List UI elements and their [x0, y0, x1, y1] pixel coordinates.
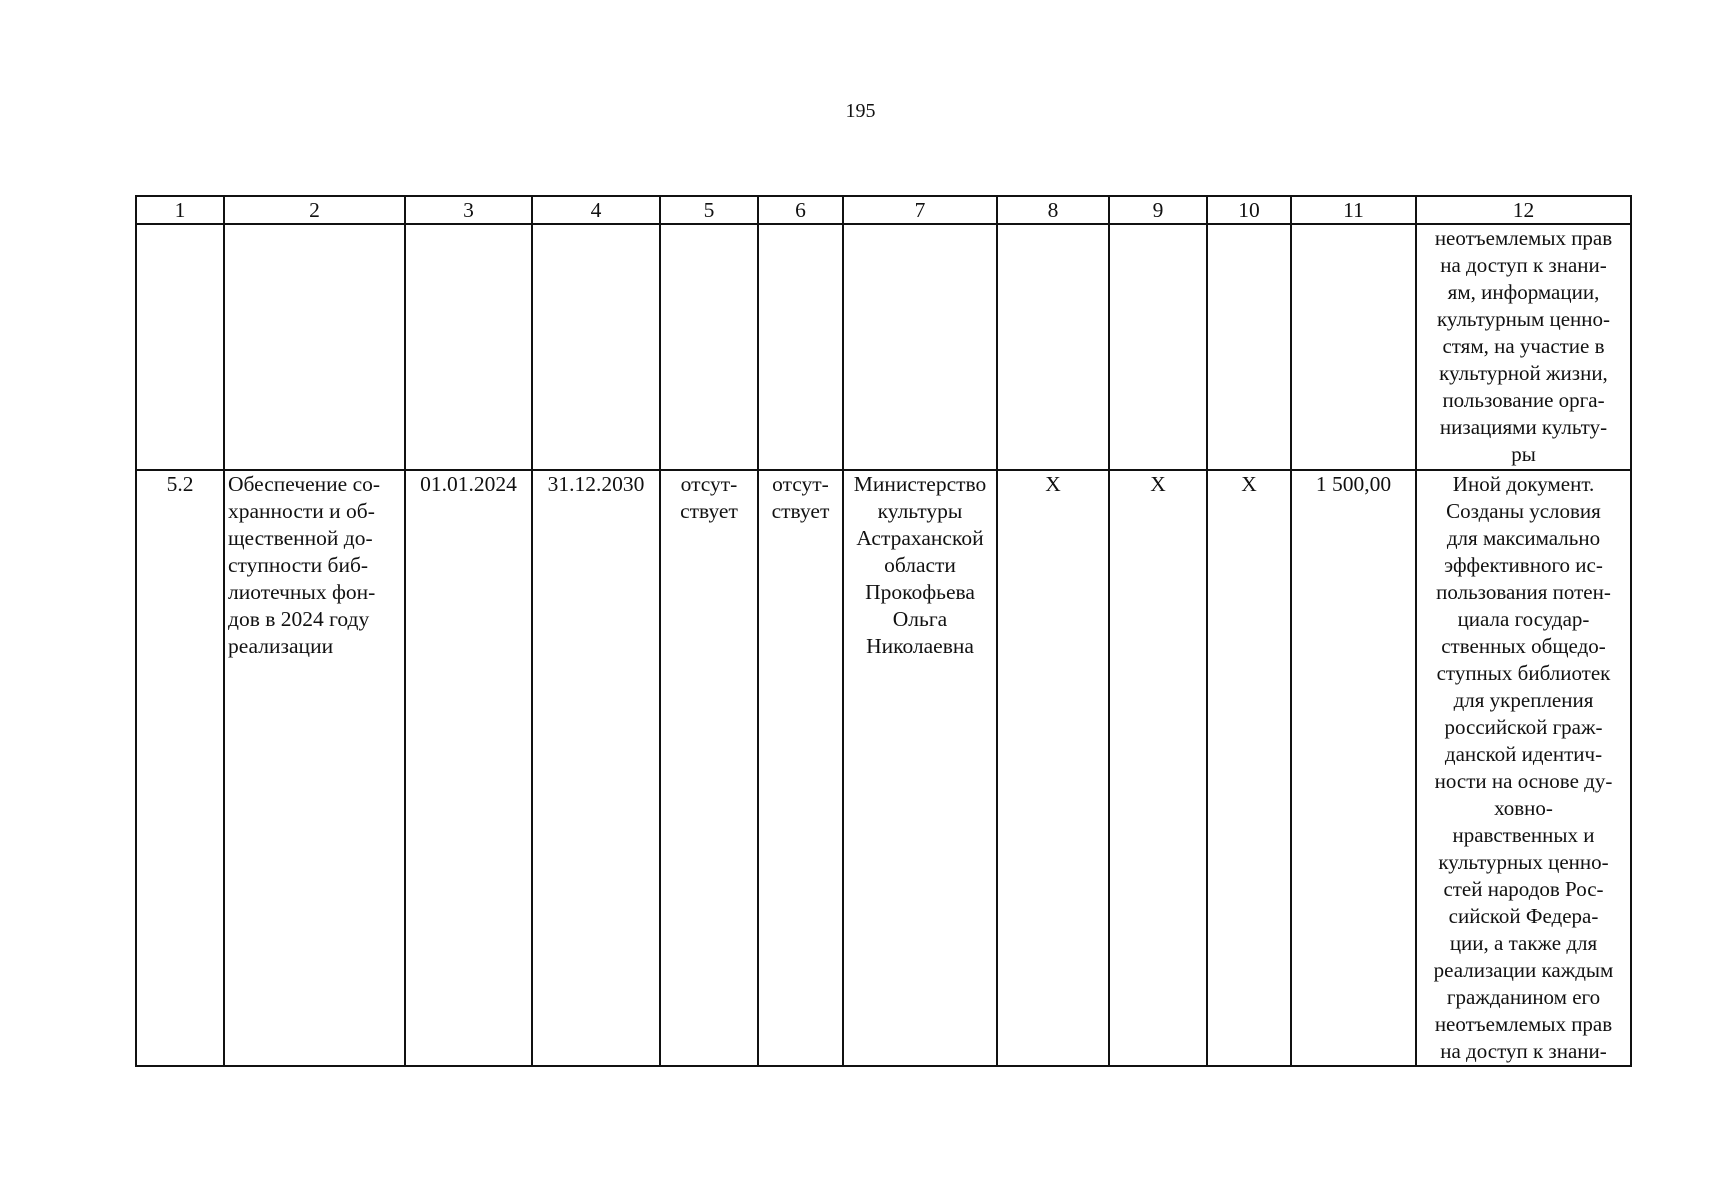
- text-line: сийской Федера-: [1448, 904, 1599, 928]
- end-date-cell: 31.12.2030: [532, 470, 660, 1066]
- col8-cell: Х: [997, 470, 1109, 1066]
- header-cell: 2: [224, 196, 405, 224]
- empty-cell: [758, 224, 843, 470]
- responsible-cell: [843, 470, 997, 1066]
- header-cell: 10: [1207, 196, 1291, 224]
- empty-cell: [1109, 224, 1207, 470]
- text-line: Астраханской: [856, 526, 984, 550]
- text-line: ности на основе ду-: [1434, 769, 1613, 793]
- empty-cell: [1207, 224, 1291, 470]
- text-line: области: [884, 553, 956, 577]
- text-line: ственных общедо-: [1441, 634, 1606, 658]
- text-line: стей народов Рос-: [1443, 877, 1604, 901]
- text-line: дов в 2024 году: [228, 607, 370, 631]
- table-row-continuation: [136, 224, 1631, 470]
- text-line: пользование орга-: [1442, 388, 1605, 412]
- activity-name-cell: [224, 470, 405, 1066]
- amount-cell: 1 500,00: [1291, 470, 1416, 1066]
- header-cell: 8: [997, 196, 1109, 224]
- row-number-cell: 5.2: [136, 470, 224, 1066]
- text-line: на доступ к знани-: [1440, 1039, 1607, 1063]
- text-line: Созданы условия: [1446, 499, 1601, 523]
- empty-cell: [843, 224, 997, 470]
- text-line: ствует: [680, 499, 738, 523]
- text-line: стям, на участие в: [1442, 334, 1605, 358]
- header-cell: 4: [532, 196, 660, 224]
- text-line: культурным ценно-: [1436, 307, 1611, 331]
- text-line: неотъемлемых прав: [1434, 1012, 1613, 1036]
- text-line: для укрепления: [1453, 688, 1594, 712]
- text-line: реализации каждым: [1433, 958, 1614, 982]
- table-row-5-2: [136, 470, 1631, 1066]
- text-line: Министерство: [853, 472, 987, 496]
- text-line: пользования потен-: [1436, 580, 1611, 604]
- program-table: [135, 195, 1632, 1067]
- text-line: для максимально: [1446, 526, 1601, 550]
- text-line: ступных библиотек: [1436, 661, 1611, 685]
- text-line: низациями культу-: [1439, 415, 1608, 439]
- empty-cell: [532, 224, 660, 470]
- text-line: неотъемлемых прав: [1434, 226, 1613, 250]
- result-cell: [1416, 470, 1631, 1066]
- text-line: ступности биб-: [228, 553, 369, 577]
- header-cell: 9: [1109, 196, 1207, 224]
- text-line: Ольга: [892, 607, 948, 631]
- page-number: 195: [845, 100, 876, 122]
- empty-cell: [405, 224, 532, 470]
- text-line: гражданином его: [1446, 985, 1601, 1009]
- start-date-cell: 01.01.2024: [405, 470, 532, 1066]
- text-line: хранности и об-: [228, 499, 375, 523]
- text-line: нравственных и: [1452, 823, 1595, 847]
- text-line: отсут-: [680, 472, 738, 496]
- header-cell: 11: [1291, 196, 1416, 224]
- header-cell: 12: [1416, 196, 1631, 224]
- text-line: циала государ-: [1457, 607, 1590, 631]
- header-cell: 3: [405, 196, 532, 224]
- col6-cell: [758, 470, 843, 1066]
- text-line: ствует: [771, 499, 830, 523]
- header-cell: 5: [660, 196, 758, 224]
- empty-cell: [224, 224, 405, 470]
- col5-cell: [660, 470, 758, 1066]
- empty-cell: [660, 224, 758, 470]
- text-line: Прокофьева: [865, 580, 975, 604]
- text-line: ры: [1511, 442, 1536, 466]
- header-cell: 7: [843, 196, 997, 224]
- text-line: отсут-: [772, 472, 829, 496]
- text-line: культурной жизни,: [1439, 361, 1608, 385]
- text-line: лиотечных фон-: [228, 580, 376, 604]
- text-line: культурных ценно-: [1438, 850, 1609, 874]
- text-line: Иной документ.: [1452, 472, 1595, 496]
- text-line: российской граж-: [1444, 715, 1603, 739]
- text-line: культуры: [877, 499, 963, 523]
- text-line: Николаевна: [866, 634, 974, 658]
- text-line: на доступ к знани-: [1440, 253, 1607, 277]
- header-cell: 1: [136, 196, 224, 224]
- text-line: данской идентич-: [1444, 742, 1603, 766]
- text-line: реализации: [228, 634, 334, 658]
- text-line: ции, а также для: [1449, 931, 1598, 955]
- col10-cell: Х: [1207, 470, 1291, 1066]
- text-line: Обеспечение со-: [228, 472, 381, 496]
- text-line: ям, информации,: [1447, 280, 1600, 304]
- header-cell: 6: [758, 196, 843, 224]
- empty-cell: [136, 224, 224, 470]
- col9-cell: Х: [1109, 470, 1207, 1066]
- text-line: эффективного ис-: [1444, 553, 1603, 577]
- text-line: ховно-: [1494, 796, 1553, 820]
- text-line: щественной до-: [228, 526, 373, 550]
- header-row: [136, 196, 1631, 224]
- result-cell-continuation: [1416, 224, 1631, 470]
- empty-cell: [997, 224, 1109, 470]
- empty-cell: [1291, 224, 1416, 470]
